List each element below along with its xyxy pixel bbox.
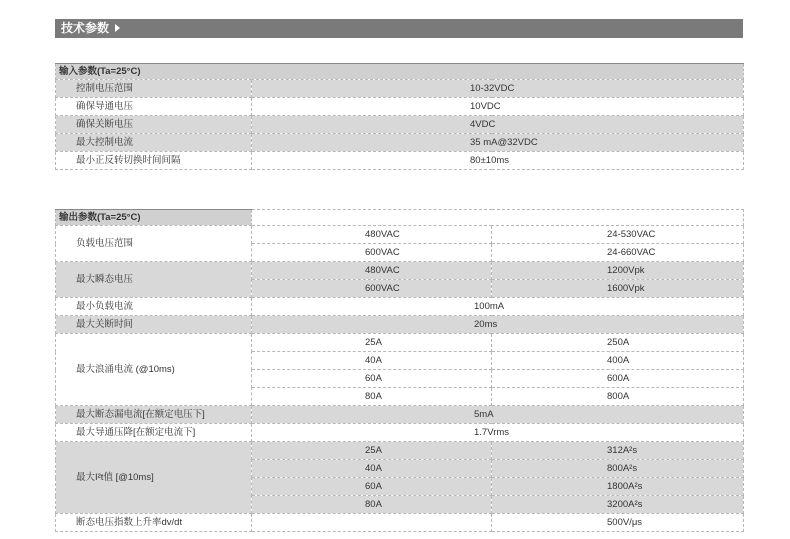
row-value: 10-32VDC: [252, 80, 744, 98]
table-row: [56, 334, 744, 352]
cell-a-empty: [252, 514, 492, 532]
row-label: 最大关断时间: [56, 316, 252, 334]
cell-a: 25A: [252, 442, 492, 460]
cell-a: 25A: [252, 334, 492, 352]
row-value: 100mA: [252, 298, 744, 316]
cell-a: 480VAC: [252, 262, 492, 280]
cell-a: 40A: [252, 460, 492, 478]
row-label: 最大I²t值 [@10ms]: [56, 442, 252, 514]
row-value: 1.7Vrms: [252, 424, 744, 442]
cell-a: 480VAC: [252, 226, 492, 244]
table-row: [56, 406, 744, 424]
table-row: [56, 134, 744, 152]
cell-b: 1800A²s: [492, 478, 744, 496]
cell-b: 600A: [492, 370, 744, 388]
cell-b: 800A²s: [492, 460, 744, 478]
row-label: 确保关断电压: [56, 116, 252, 134]
row-value: 20ms: [252, 316, 744, 334]
table-row: [56, 424, 744, 442]
table-row: [56, 98, 744, 116]
header-blank: [252, 210, 744, 226]
table-row: [56, 152, 744, 170]
input-params-title: 输入参数(Ta=25°C): [56, 64, 744, 80]
table-row: [56, 514, 744, 532]
table-row: [56, 442, 744, 460]
cell-a: 60A: [252, 478, 492, 496]
cell-b: 400A: [492, 352, 744, 370]
chevron-right-icon: [115, 24, 120, 32]
input-params-table: [55, 63, 744, 170]
cell-b: 24-660VAC: [492, 244, 744, 262]
row-label: 最大导通压降[在额定电流下]: [56, 424, 252, 442]
row-value: 500V/μs: [492, 514, 744, 532]
row-value: 80±10ms: [252, 152, 744, 170]
section-title-text: 技术参数: [61, 21, 110, 35]
table-row: [56, 316, 744, 334]
table-row: [56, 226, 744, 244]
section-banner: [55, 19, 743, 38]
cell-a: 80A: [252, 388, 492, 406]
row-label: 负载电压范围: [56, 226, 252, 262]
table-row: [56, 298, 744, 316]
section-title: [61, 20, 120, 37]
input-params-header: [56, 64, 744, 80]
row-label: 最大瞬态电压: [56, 262, 252, 298]
cell-b: 3200A²s: [492, 496, 744, 514]
row-label: 最大控制电流: [56, 134, 252, 152]
output-params-title: 输出参数(Ta=25°C): [56, 210, 252, 226]
cell-b: 250A: [492, 334, 744, 352]
table-row: [56, 80, 744, 98]
row-label: 最小正反转切换时间间隔: [56, 152, 252, 170]
cell-a: 40A: [252, 352, 492, 370]
cell-b: 312A²s: [492, 442, 744, 460]
cell-a: 600VAC: [252, 280, 492, 298]
cell-a: 80A: [252, 496, 492, 514]
cell-a: 60A: [252, 370, 492, 388]
row-value: 10VDC: [252, 98, 744, 116]
cell-b: 800A: [492, 388, 744, 406]
row-label: 最大断态漏电流[在额定电压下]: [56, 406, 252, 424]
cell-b: 24-530VAC: [492, 226, 744, 244]
row-value: 35 mA@32VDC: [252, 134, 744, 152]
row-label: 控制电压范围: [56, 80, 252, 98]
row-value: 4VDC: [252, 116, 744, 134]
cell-b: 1200Vpk: [492, 262, 744, 280]
cell-b: 1600Vpk: [492, 280, 744, 298]
row-label: 确保导通电压: [56, 98, 252, 116]
table-row: [56, 116, 744, 134]
cell-a: 600VAC: [252, 244, 492, 262]
row-label: 最大浪涌电流 (@10ms): [56, 334, 252, 406]
output-params-table: [55, 209, 744, 532]
output-params-header: [56, 210, 744, 226]
row-label: 最小负载电流: [56, 298, 252, 316]
row-label: 断态电压指数上升率dv/dt: [56, 514, 252, 532]
table-row: [56, 262, 744, 280]
row-value: 5mA: [252, 406, 744, 424]
